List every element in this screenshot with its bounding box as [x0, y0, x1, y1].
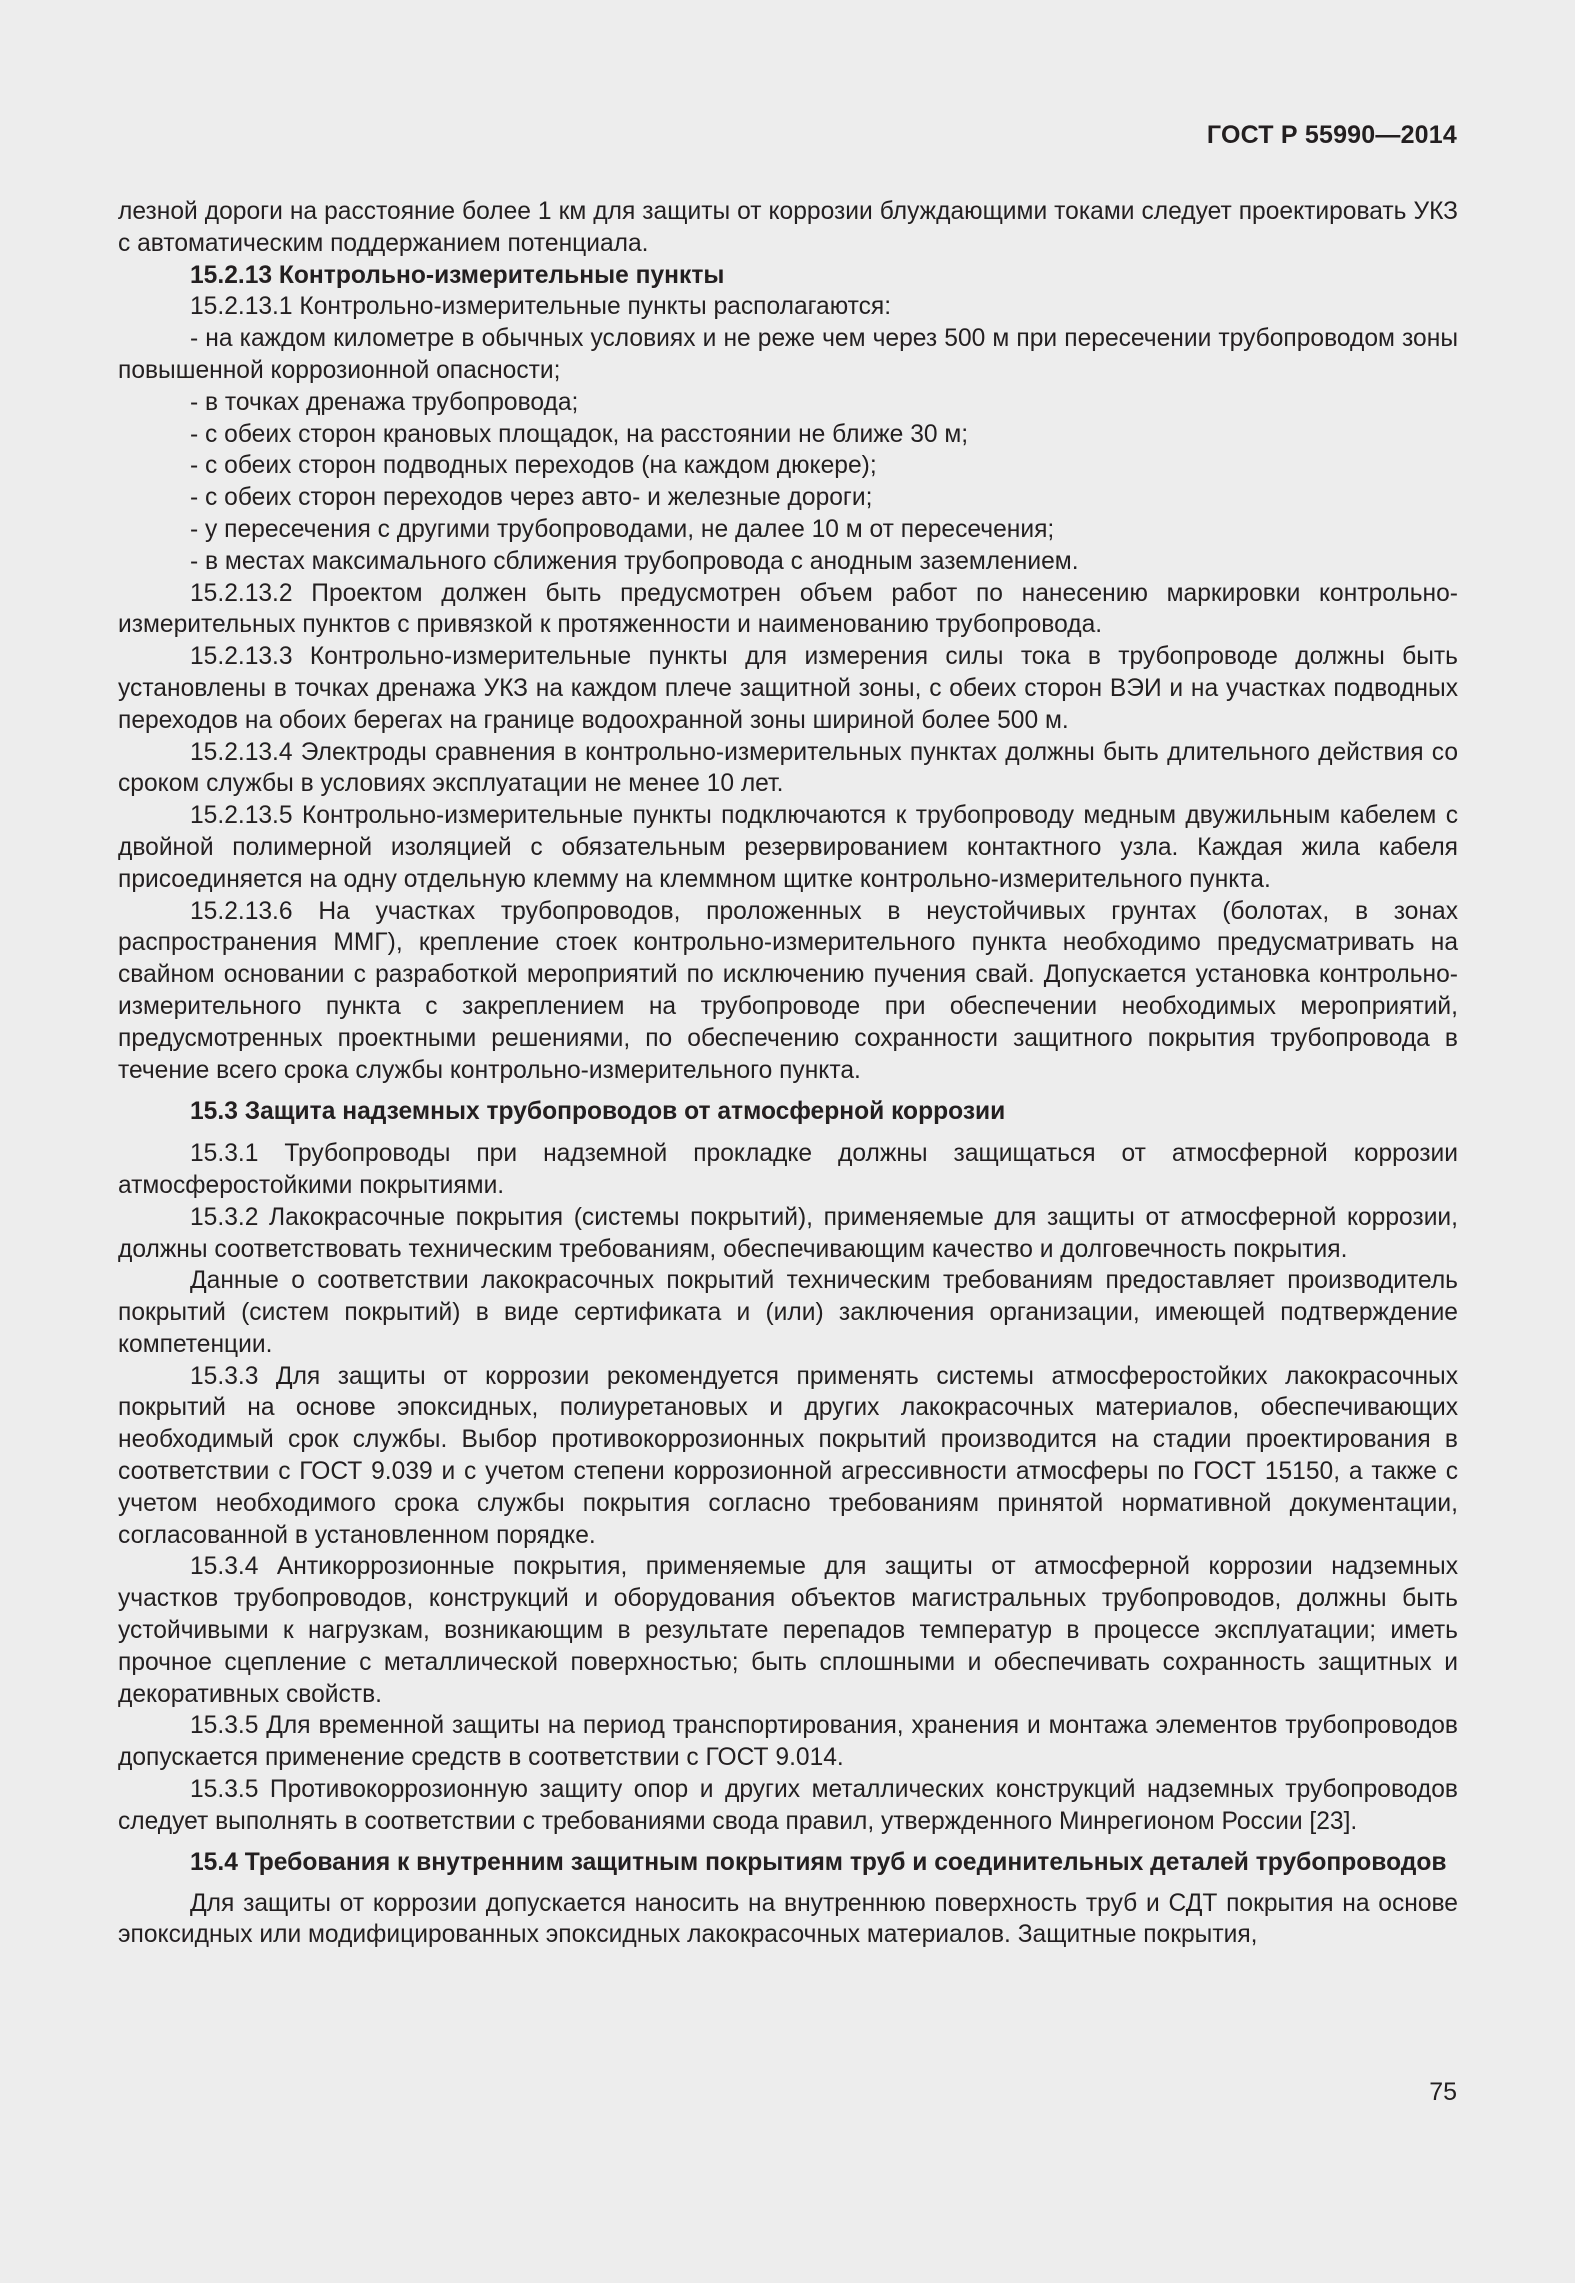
page-number: 75	[1429, 2078, 1457, 2106]
paragraph: 15.2.13.2 Проектом должен быть предусмотрен объем работ по нанесению маркировки контрольно-измерительных пунктов с привязкой к протяженности и наименованию трубопровода.	[118, 579, 1458, 639]
paragraph: 15.3.5 Противокоррозионную защиту опор и других металлических конструкций надземных трубопроводов следует выполнять в соответствии с требованиями свода правил, утвержденного Минрегионом России [23].	[118, 1776, 1458, 1835]
paragraph: 15.2.13.1 Контрольно-измерительные пункты располагаются:	[190, 293, 892, 321]
paragraph: Данные о соответствии лакокрасочных покрытий техническим требованиям предоставляет производитель покрытий (систем покрытий) в виде сертификата и (или) заключения организации, имеющей подтверждение компетенции.	[118, 1267, 1458, 1358]
paragraph-continuation: лезной дороги на расстояние более 1 км для защиты от коррозии блуждающими токами следует проектировать УКЗ с автоматическим поддержанием потенциала.	[118, 198, 1458, 257]
list-item: - с обеих сторон крановых площадок, на расстоянии не ближе 30 м;	[190, 420, 969, 448]
paragraph: 15.3.3 Для защиты от коррозии рекомендуется применять системы атмосферостойких лакокрасочных покрытий на основе эпоксидных, полиуретановых и других лакокрасочных материалов, обеспечивающих необходимый срок службы. Выбор противокоррозионных покрытий производится на стадии проектирования в соответствии с ГОСТ 9.039 и с учетом степени коррозионной агрессивности атмосферы по ГОСТ 15150, а также с учетом необходимого срока службы покрытия согласно требованиям принятой нормативной документации, согласованной в установленном порядке.	[118, 1362, 1458, 1549]
document-header: ГОСТ Р 55990—2014	[1206, 121, 1457, 149]
paragraph: 15.3.5 Для временной защиты на период транспортирования, хранения и монтажа элементов трубопроводов допускается применение средств в соответствии с ГОСТ 9.014.	[118, 1712, 1458, 1772]
list-item: - с обеих сторон подводных переходов (на каждом дюкере);	[190, 452, 877, 480]
paragraph: 15.2.13.4 Электроды сравнения в контрольно-измерительных пунктах должны быть длительного действия со сроком службы в условиях эксплуатации не менее 10 лет.	[118, 738, 1458, 798]
paragraph: 15.3.1 Трубопроводы при надземной прокладке должны защищаться от атмосферной коррозии атмосферостойкими покрытиями.	[118, 1140, 1458, 1199]
paragraph: 15.3.4 Антикоррозионные покрытия, применяемые для защиты от атмосферной коррозии надземных участков трубопроводов, конструкций и оборудования объектов магистральных трубопроводов, должны быть устойчивыми к нагрузкам, возникающим в результате перепадов температур в процессе эксплуатации; иметь прочное сцепление с металлической поверхностью; быть сплошными и обеспечивать сохранность защитных и декоративных свойств.	[118, 1553, 1458, 1708]
section-heading-15-3: 15.3 Защита надземных трубопроводов от атмосферной коррозии	[190, 1098, 1006, 1126]
paragraph: Для защиты от коррозии допускается наносить на внутреннюю поверхность труб и СДТ покрытия на основе эпоксидных или модифицированных эпоксидных лакокрасочных материалов. Защитные покрытия,	[118, 1889, 1458, 1949]
list-item: - на каждом километре в обычных условиях и не реже чем через 500 м при пересечении трубопроводом зоны повышенной коррозионной опасности;	[118, 325, 1458, 384]
list-item: - в точках дренажа трубопровода;	[190, 388, 579, 416]
section-heading-15-4: 15.4 Требования к внутренним защитным покрытиям труб и соединительных деталей трубопроводов	[190, 1848, 1447, 1876]
paragraph: 15.2.13.5 Контрольно-измерительные пункты подключаются к трубопроводу медным двужильным кабелем с двойной полимерной изоляцией с обязательным резервированием контактного узла. Каждая жила кабеля присоединяется на одну отдельную клемму на клеммном щитке контрольно-измерительного пункта.	[118, 802, 1458, 893]
list-item: - в местах максимального сближения трубопровода с анодным заземлением.	[190, 547, 1079, 575]
subsection-heading-15-2-13: 15.2.13 Контрольно-измерительные пункты	[190, 261, 725, 289]
paragraph: 15.2.13.3 Контрольно-измерительные пункты для измерения силы тока в трубопроводе должны быть установлены в точках дренажа УКЗ на каждом плече защитной зоны, с обеих сторон ВЭИ и на участках подводных переходов на обоих берегах на границе водоохранной зоны шириной более 500 м.	[118, 643, 1458, 734]
paragraph: 15.3.2 Лакокрасочные покрытия (системы покрытий), применяемые для защиты от атмосферной коррозии, должны соответствовать техническим требованиям, обеспечивающим качество и долговечность покрытия.	[118, 1203, 1458, 1263]
paragraph: 15.2.13.6 На участках трубопроводов, проложенных в неустойчивых грунтах (болотах, в зонах распространения ММГ), крепление стоек контрольно-измерительного пункта необходимо предусматривать на свайном основании с разработкой мероприятий по исключению пучения свай. Допускается установка контрольно-измерительного пункта с закреплением на трубопроводе при обеспечении необходимых мероприятий, предусмотренных проектными решениями, по обеспечению сохранности защитного покрытия трубопровода в течение всего срока службы контрольно-измерительного пункта.	[118, 897, 1458, 1084]
list-item: - у пересечения с другими трубопроводами, не далее 10 м от пересечения;	[190, 515, 1055, 543]
document-body	[118, 196, 1458, 1951]
list-item: - с обеих сторон переходов через авто- и железные дороги;	[190, 484, 873, 512]
